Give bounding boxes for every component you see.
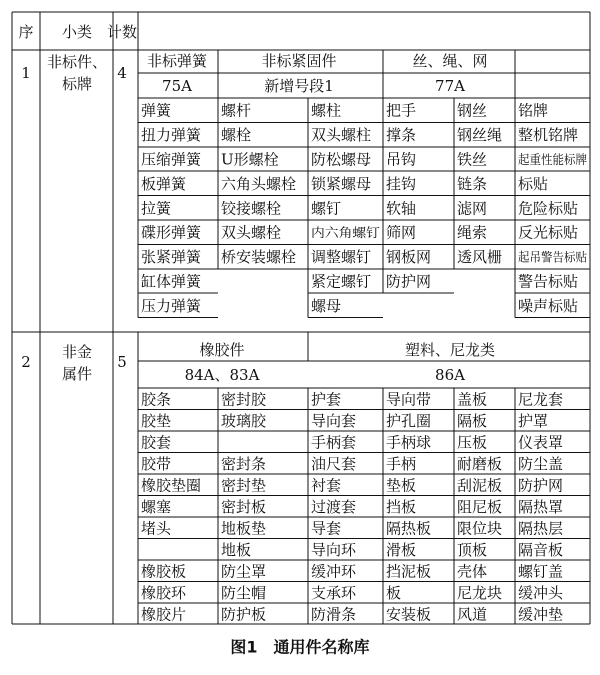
section2-item-cell: 密封条 (221, 454, 267, 473)
section2-item-cell: 支承环 (311, 583, 357, 602)
section2-item-cell: 隔热层 (518, 519, 564, 538)
section1-item-cell: 标贴 (518, 174, 549, 193)
section1-item-cell: 弹簧 (141, 101, 172, 120)
section1-item-cell: 螺柱 (311, 101, 342, 120)
section1-item-cell: 防护网 (386, 272, 432, 291)
section2-item-cell: 螺钉盖 (518, 562, 564, 581)
header-seq: 序 (18, 23, 34, 41)
section1-item-cell: 内六角螺钉 (311, 225, 381, 241)
section1-item-cell: 双头螺柱 (311, 126, 372, 145)
section2-item-cell: 仪表罩 (518, 433, 564, 452)
header-subcategory: 小类 (61, 23, 93, 41)
section1-item-cell: 警告标贴 (518, 272, 579, 291)
section2-group-rubber-title: 橡胶件 (199, 341, 245, 359)
section1-group-spring-title: 非标弹簧 (146, 52, 208, 70)
section2-item-cell: 缓冲环 (311, 562, 357, 581)
section1-item-cell: 起吊警告标贴 (518, 249, 588, 265)
section2-item-cell: 护套 (311, 390, 342, 409)
section1-item-cell: 桥安装螺栓 (221, 248, 297, 267)
section1-group-wire-title: 丝、绳、网 (412, 52, 488, 70)
section1-count: 4 (117, 64, 127, 82)
section1-item-cell: 紧定螺钉 (311, 272, 372, 291)
section1-item-cell: 透风栅 (457, 248, 503, 267)
section1-group-fastener-code: 新增号段1 (264, 77, 334, 95)
section1-item-cell: 拉簧 (141, 199, 172, 218)
section2-item-cell: 手柄球 (386, 433, 432, 452)
section2-name-line2: 属件 (61, 365, 93, 383)
section2-item-cell: 导向环 (311, 540, 357, 559)
section2-item-cell: 胶垫 (141, 411, 172, 430)
section2-item-cell: 导向带 (386, 390, 432, 409)
section1-item-cell: 扭力弹簧 (141, 126, 202, 145)
section2-item-cells (141, 390, 564, 623)
section1-item-cell: 铭牌 (518, 101, 549, 120)
section2-item-cell: 盖板 (457, 390, 488, 409)
section2-item-cell: 压板 (457, 433, 488, 452)
section2-item-cell: 挡板 (386, 497, 417, 516)
figure-caption: 图1 通用件名称库 (230, 637, 370, 657)
section1-item-cell: 防松螺母 (311, 150, 372, 169)
section1-group-wire-code: 77A (435, 77, 465, 95)
section2-item-cell: 手柄 (386, 454, 417, 473)
section2-item-cell: 过渡套 (311, 497, 357, 516)
section1-item-cell: 起重性能标牌 (518, 152, 588, 167)
section1-item-cells (141, 102, 587, 315)
section2-group-rubber-code: 84A、83A (184, 366, 260, 384)
section1-item-cell: 双头螺栓 (221, 223, 282, 242)
section2-item-cell: 尼龙块 (457, 583, 503, 602)
section2-item-cell: 缓冲头 (518, 583, 564, 602)
section2-item-cell: 隔热板 (386, 519, 432, 538)
section1-item-cell: 噪声标贴 (518, 296, 579, 315)
section1-item-cell: 钢丝 (457, 101, 488, 120)
section2-item-cell: 衬套 (311, 476, 342, 495)
section1-item-cell: 钢丝绳 (457, 126, 503, 145)
section2-item-cell: 橡胶垫圈 (141, 476, 202, 495)
section2-item-cell: 防护板 (221, 605, 267, 624)
section1-name-line2: 标牌 (61, 75, 93, 93)
section2-item-cell: 缓冲垫 (518, 605, 564, 624)
section2-item-cell: 防滑条 (311, 605, 357, 624)
section2-group-plastic-code: 86A (435, 366, 465, 384)
section1-item-cell: 压缩弹簧 (141, 150, 202, 169)
section2-item-cell: 壳体 (457, 562, 488, 581)
section1-item-cell: 滤网 (457, 199, 488, 218)
section1-item-cell: 张紧弹簧 (141, 248, 202, 267)
section2-item-cell: 垫板 (386, 476, 417, 495)
section2-item-cell: 刮泥板 (457, 476, 503, 495)
section1-item-cell: 链条 (457, 174, 488, 193)
section1-item-cell: 锁紧螺母 (311, 174, 372, 193)
section2-item-cell: 隔板 (457, 411, 488, 430)
section1-item-cell: 螺栓 (221, 126, 252, 145)
section2-item-cell: 橡胶环 (141, 583, 187, 602)
section2-item-cell: 板 (386, 583, 402, 602)
section2-group-plastic-title: 塑料、尼龙类 (404, 341, 496, 359)
section2-count: 5 (117, 353, 127, 371)
section1-item-cell: 螺母 (311, 296, 342, 315)
section2-item-cell: 安装板 (386, 605, 432, 624)
section2-item-cell: 堵头 (141, 519, 172, 538)
section1-item-cell: 铁丝 (457, 150, 488, 169)
section1-item-cell: 螺杆 (221, 101, 252, 120)
section1-group-fastener-title: 非标紧固件 (261, 52, 337, 70)
section2-name-line1: 非金 (61, 343, 93, 361)
section2-item-cell: 滑板 (386, 540, 417, 559)
header-count: 计数 (106, 23, 138, 41)
section2-item-cell: 手柄套 (311, 433, 357, 452)
section2-item-cell: 螺塞 (141, 497, 172, 516)
table-grid-lines (12, 12, 590, 624)
section1-item-cell: 绳索 (457, 223, 488, 242)
section2-item-cell: 油尺套 (311, 454, 357, 473)
section2-item-cell: 玻璃胶 (221, 411, 267, 430)
section2-item-cell: 护罩 (518, 411, 549, 430)
section1-item-cell: 六角头螺栓 (221, 174, 297, 193)
section2-item-cell: 阻尼板 (457, 497, 503, 516)
section1-name-line1: 非标件、 (46, 53, 108, 71)
section1-item-cell: U形螺栓 (221, 150, 279, 169)
section2-item-cell: 橡胶板 (141, 562, 187, 581)
section1-seq: 1 (21, 64, 31, 82)
section2-item-cell: 密封垫 (221, 476, 267, 495)
section2-item-cell: 防尘盖 (518, 454, 564, 473)
section2-item-cell: 橡胶片 (141, 605, 187, 624)
section2-item-cell: 导向套 (311, 411, 357, 430)
section2-item-cell: 隔热罩 (518, 497, 564, 516)
section2-item-cell: 密封板 (221, 497, 267, 516)
section2-item-cell: 风道 (457, 605, 488, 624)
section2-item-cell: 护孔圈 (386, 411, 432, 430)
section1-item-cell: 钢板网 (386, 248, 432, 267)
section1-item-cell: 危险标贴 (518, 199, 579, 218)
section1-item-cell: 调整螺钉 (311, 248, 372, 267)
section1-item-cell: 筛网 (386, 223, 417, 242)
section1-item-cell: 缸体弹簧 (141, 272, 202, 291)
section1-item-cell: 铰接螺栓 (221, 199, 282, 218)
section1-item-cell: 压力弹簧 (141, 296, 202, 315)
section2-item-cell: 地板 (221, 540, 252, 559)
section2-item-cell: 胶带 (141, 454, 172, 473)
section1-item-cell: 整机铭牌 (518, 126, 579, 145)
section1-item-cell: 吊钩 (386, 150, 417, 169)
section1-group-spring-code: 75A (162, 77, 192, 95)
section1-item-cell: 板弹簧 (141, 174, 187, 193)
section2-item-cell: 地板垫 (221, 519, 267, 538)
section2-item-cell: 密封胶 (221, 390, 267, 409)
section2-item-cell: 防护网 (518, 476, 564, 495)
section2-item-cell: 尼龙套 (518, 390, 564, 409)
section1-item-cell: 螺钉 (311, 199, 342, 218)
section1-item-cell: 撑条 (386, 126, 417, 145)
section1-item-cell: 挂钩 (386, 174, 417, 193)
section1-item-cell: 把手 (386, 101, 417, 120)
section2-item-cell: 耐磨板 (457, 454, 503, 473)
section1-item-cell: 软轴 (386, 199, 417, 218)
section2-item-cell: 胶套 (141, 433, 172, 452)
section2-item-cell: 胶条 (141, 390, 172, 409)
section2-item-cell: 顶板 (457, 540, 488, 559)
section2-item-cell: 挡泥板 (386, 562, 432, 581)
section2-item-cell: 限位块 (457, 519, 503, 538)
section2-seq: 2 (21, 353, 31, 371)
section1-item-cell: 碟形弹簧 (141, 223, 202, 242)
section2-item-cell: 防尘帽 (221, 583, 267, 602)
section2-item-cell: 防尘罩 (221, 562, 267, 581)
section2-item-cell: 导套 (311, 519, 342, 538)
section2-item-cell: 隔音板 (518, 540, 564, 559)
section1-item-cell: 反光标贴 (518, 223, 579, 242)
